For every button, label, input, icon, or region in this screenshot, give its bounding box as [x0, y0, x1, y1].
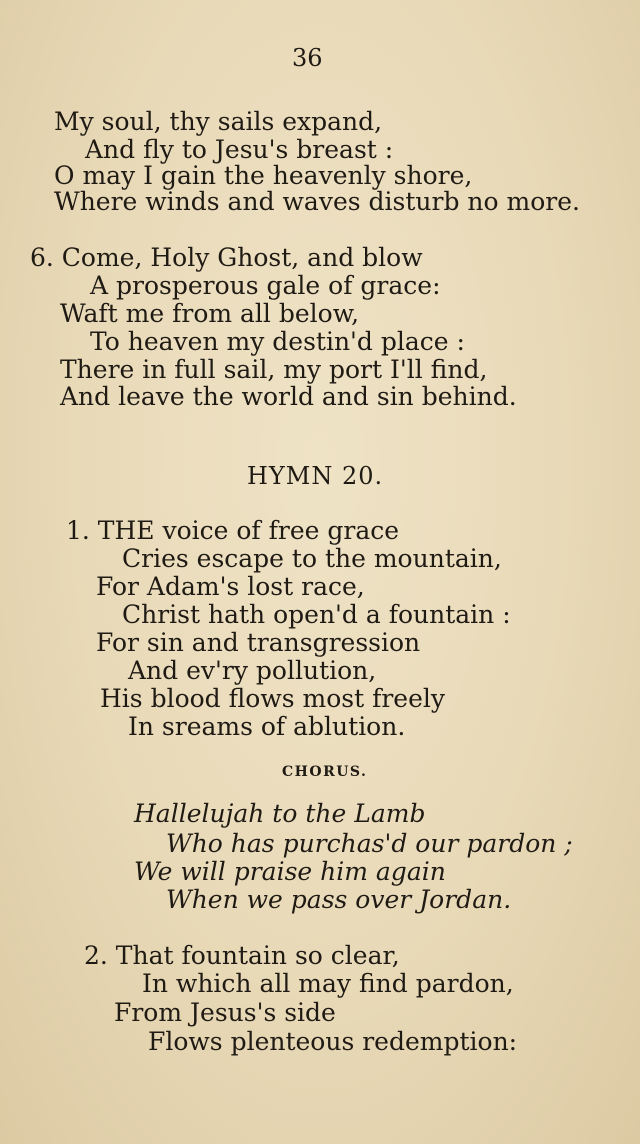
hymn-title: HYMN 20.	[247, 462, 384, 490]
verse-6-line-4: To heaven my destin'd place :	[90, 327, 465, 356]
verse-6-line-1: 6. Come, Holy Ghost, and blow	[30, 243, 423, 272]
hymn-verse-1-line-4: Christ hath open'd a fountain :	[122, 600, 511, 629]
chorus-line-4: When we pass over Jordan.	[166, 885, 512, 914]
hymn-verse-2-line-4: Flows plenteous redemption:	[148, 1027, 518, 1056]
chorus-title: CHORUS.	[282, 764, 368, 780]
hymn-verse-2-line-1: 2. That fountain so clear,	[84, 941, 400, 970]
verse-6-line-6: And leave the world and sin behind.	[60, 382, 517, 411]
hymn-verse-1-line-6: And ev'ry pollution,	[128, 656, 377, 685]
chorus-line-1: Hallelujah to the Lamb	[134, 799, 426, 828]
chorus-line-2: Who has purchas'd our pardon ;	[166, 829, 573, 858]
page-number: 36	[292, 44, 323, 72]
verse-prev-line-3: O may I gain the heavenly shore,	[54, 161, 473, 190]
verse-prev-line-4: Where winds and waves disturb no more.	[54, 187, 580, 216]
verse-6-line-2: A prosperous gale of grace:	[90, 271, 441, 300]
verse-6-line-5: There in full sail, my port I'll find,	[60, 355, 488, 384]
hymn-verse-1-line-1: 1. THE voice of free grace	[66, 516, 400, 545]
hymn-verse-1-line-2: Cries escape to the mountain,	[122, 544, 502, 573]
verse-6-line-3: Waft me from all below,	[60, 299, 360, 328]
hymn-verse-1-line-8: In sreams of ablution.	[128, 712, 406, 741]
chorus-line-3: We will praise him again	[134, 857, 446, 886]
hymn-verse-2-line-3: From Jesus's side	[114, 998, 336, 1027]
verse-prev-line-1: My soul, thy sails expand,	[54, 107, 383, 136]
hymn-verse-1-line-3: For Adam's lost race,	[96, 572, 365, 601]
hymn-verse-1-line-7: His blood flows most freely	[100, 684, 446, 713]
hymn-verse-2-line-2: In which all may find pardon,	[142, 969, 514, 998]
hymn-verse-1-line-5: For sin and transgression	[96, 628, 421, 657]
verse-prev-line-2: And fly to Jesu's breast :	[85, 135, 394, 164]
